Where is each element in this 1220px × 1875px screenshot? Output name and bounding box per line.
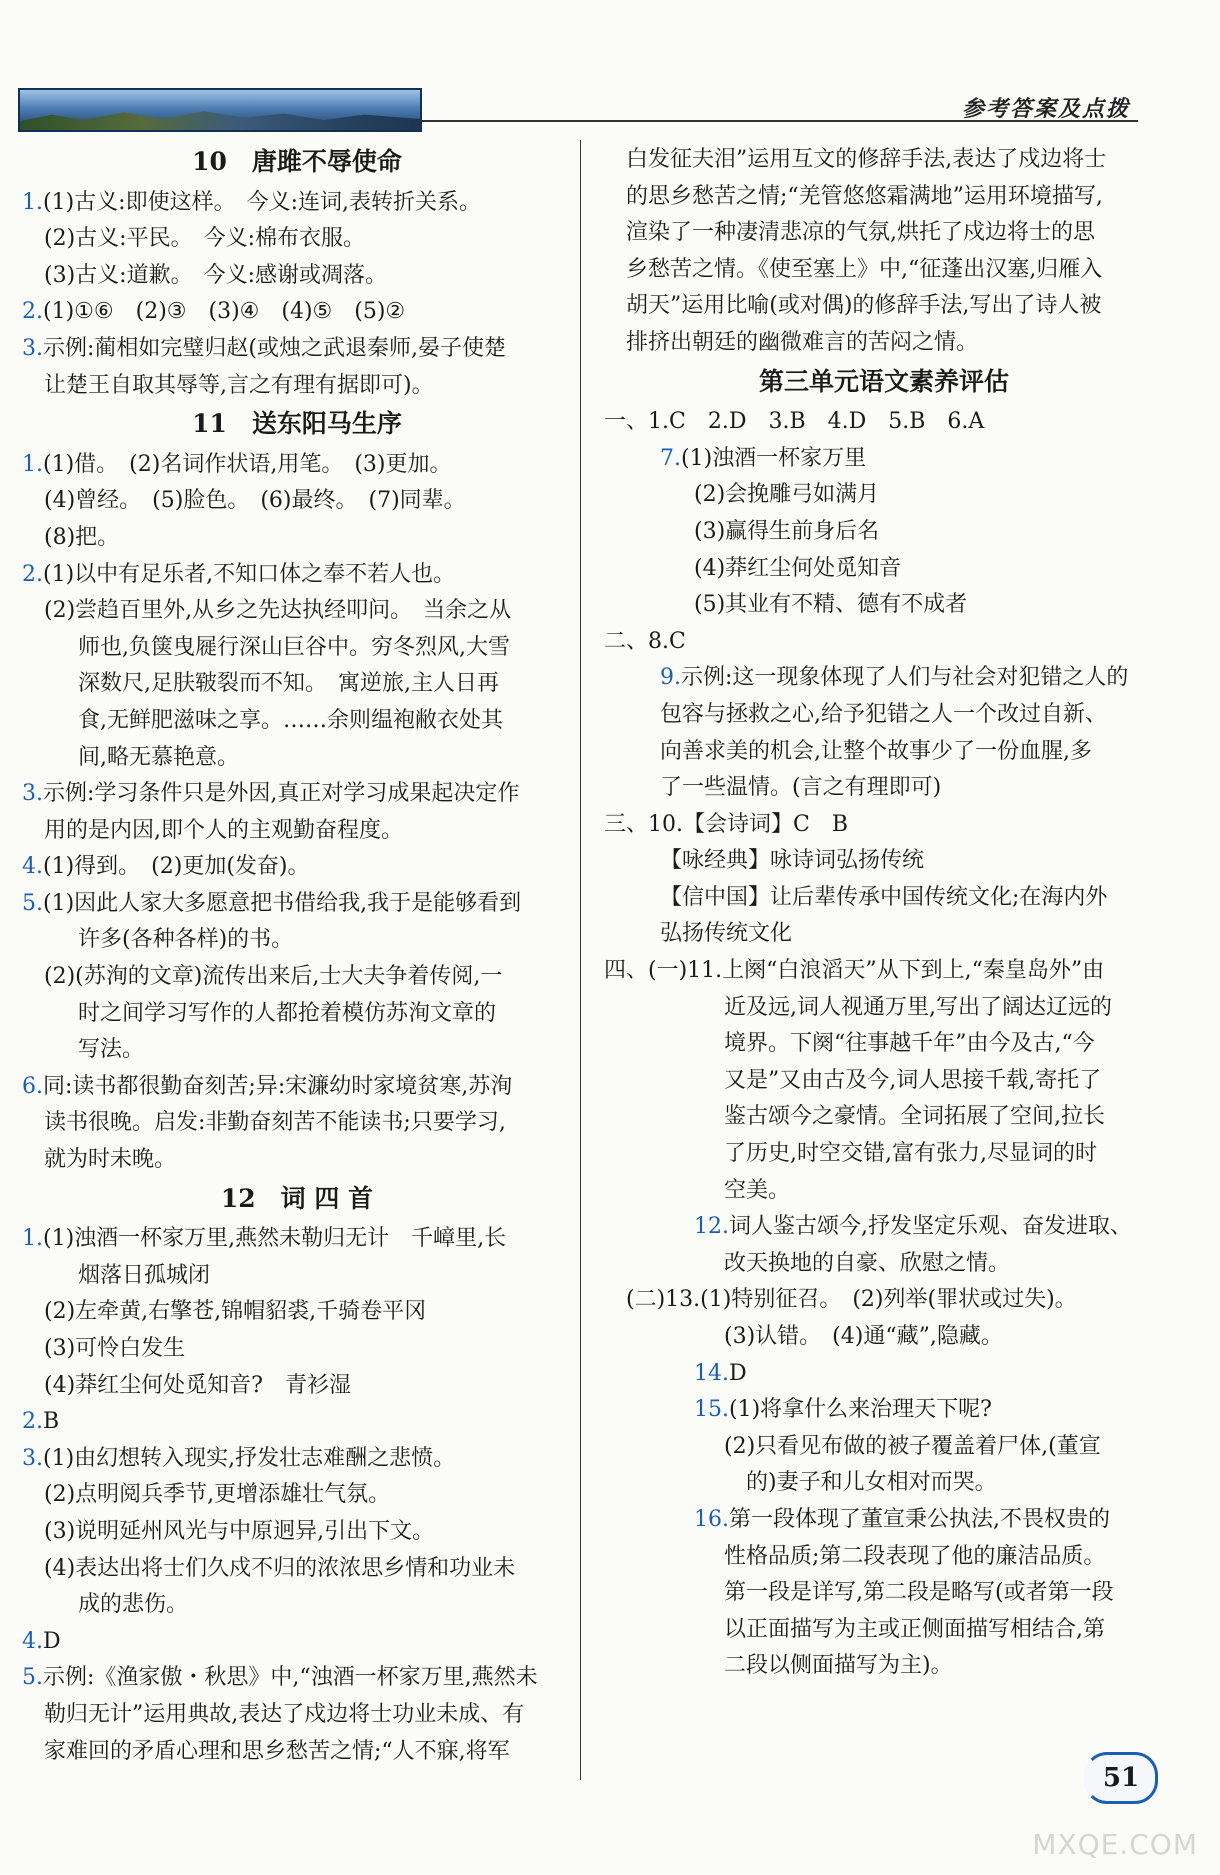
answer-text: 【咏经典】咏诗词弘扬传统	[660, 848, 925, 874]
answer-text: 的思乡愁苦之情;“羌管悠悠霜满地”运用环境描写,	[626, 183, 1103, 209]
answer-text: 鉴古颂今之豪情。全词拓展了空间,拉长	[724, 1104, 1105, 1130]
answer-text: (1)古义:即使这样。 今义:连词,表转折关系。	[43, 189, 481, 215]
question-number: 15.	[694, 1397, 729, 1423]
answer-line	[604, 880, 1164, 917]
section-heading: 第三单元语文素养评估	[758, 366, 1009, 396]
question-number: 16.	[694, 1506, 729, 1532]
answer-line	[604, 551, 1164, 588]
answer-text: 示例:这一现象体现了人们与社会对犯错之人的	[681, 665, 1129, 691]
answer-line	[604, 1319, 1164, 1356]
answer-text: 烟落日孤城闭	[78, 1262, 211, 1288]
question-number: 4.	[22, 854, 43, 880]
answer-line	[604, 179, 1164, 216]
answer-line	[604, 1099, 1164, 1136]
answer-line	[604, 477, 1164, 514]
answer-line	[604, 953, 1164, 990]
question-number: 14.	[694, 1360, 729, 1386]
answer-text: 胡天”运用比喻(或对偶)的修辞手法,写出了诗人被	[626, 293, 1102, 319]
answer-line	[22, 849, 572, 886]
answer-text: (4)曾经。 (5)脸色。 (6)最终。 (7)同辈。	[44, 488, 466, 514]
answer-text: (3)认错。 (4)通“藏”,隐藏。	[724, 1324, 1003, 1349]
answer-line	[22, 520, 572, 557]
answer-line	[22, 1032, 572, 1069]
answer-line	[22, 1294, 572, 1331]
answer-line	[22, 593, 572, 630]
answer-text: (3)赢得生前身后名	[694, 518, 880, 544]
answer-line	[22, 447, 572, 484]
answer-line	[22, 1105, 572, 1142]
answer-text: (2)尝趋百里外,从乡之先达执经叩问。 当余之从	[44, 598, 512, 624]
answer-text: 成的悲伤。	[78, 1592, 189, 1618]
answer-text: 间,略无慕艳意。	[78, 744, 239, 770]
answer-line	[604, 734, 1164, 771]
answer-line	[22, 1624, 572, 1661]
answer-line	[22, 1587, 572, 1624]
answer-text: (5)其业有不精、德有不成者	[694, 592, 968, 618]
answer-text: 就为时未晚。	[44, 1147, 177, 1173]
column-divider	[580, 140, 581, 1780]
answer-text: 【信中国】让后辈传承中国传统文化;在海内外	[660, 884, 1108, 910]
answer-text: (4)莽红尘何处觅知音? 青衫湿	[44, 1372, 351, 1398]
answer-text: D	[729, 1360, 747, 1386]
answer-text: D	[43, 1628, 61, 1654]
answer-line	[22, 922, 572, 959]
section-heading: 12 词 四 首	[220, 1183, 374, 1213]
answer-text: 二段以侧面描写为主)。	[724, 1653, 953, 1679]
answer-line	[22, 1551, 572, 1588]
answer-line	[22, 483, 572, 520]
page-number: 51	[1084, 1752, 1158, 1804]
answer-text: 勒归无计”运用典故,表达了戍边将士功业未成、有	[44, 1701, 525, 1727]
answer-text: (1)借。 (2)名词作状语,用笔。 (3)更加。	[43, 451, 452, 477]
answer-text: 食,无鲜肥滋味之享。……余则缊袍敝衣处其	[78, 707, 503, 733]
answer-text: 写法。	[78, 1037, 145, 1063]
question-number: 5.	[22, 890, 43, 916]
answer-line	[604, 1173, 1164, 1210]
answer-line	[22, 1258, 572, 1295]
answer-line	[22, 1221, 572, 1258]
question-number: 1.	[22, 451, 43, 477]
answer-text: (3)古义:道歉。 今义:感谢或凋落。	[44, 262, 387, 288]
answer-line	[604, 1648, 1164, 1685]
answer-text: 改天换地的自豪、欣慰之情。	[724, 1250, 1011, 1276]
answer-text: 的)妻子和儿女相对而哭。	[724, 1470, 997, 1496]
answer-line	[604, 252, 1164, 289]
answer-text: (1)浊酒一杯家万里	[681, 445, 867, 471]
answer-line	[22, 1404, 572, 1441]
answer-text: 境界。下阕“往事越千年”由今及古,“今	[724, 1031, 1095, 1057]
answer-line	[22, 1514, 572, 1551]
answer-text: 弘扬传统文化	[660, 921, 793, 947]
answer-line	[22, 886, 572, 923]
answer-line	[604, 660, 1164, 697]
answer-line	[22, 294, 572, 331]
answer-text: 以正面描写为主或正侧面描写相结合,第	[724, 1616, 1105, 1642]
answer-text: (8)把。	[44, 524, 120, 550]
answer-text: 用的是内因,即个人的主观勤奋程度。	[44, 817, 403, 843]
answer-text: 白发征夫泪”运用互文的修辞手法,表达了戍边将士	[626, 147, 1107, 172]
answer-line	[604, 404, 1164, 441]
question-number: 3.	[22, 781, 43, 807]
answer-text: 示例:《渔家傲・秋思》中,“浊酒一杯家万里,燕然未	[43, 1665, 538, 1691]
question-number: 3.	[22, 1445, 43, 1471]
question-number: 1.	[22, 1226, 43, 1252]
answer-text: (1)因此人家大多愿意把书借给我,我于是能够看到	[43, 890, 522, 916]
answer-line	[604, 1612, 1164, 1649]
answer-line	[22, 630, 572, 667]
answer-line	[604, 697, 1164, 734]
answer-line	[22, 221, 572, 258]
answer-line	[604, 587, 1164, 624]
question-number: 1.	[22, 189, 43, 215]
answer-line	[22, 813, 572, 850]
answer-line	[22, 996, 572, 1033]
answer-text: (2)点明阅兵季节,更增添雄壮气氛。	[44, 1482, 391, 1508]
answer-text: (3)可怜白发生	[44, 1336, 186, 1361]
answer-line	[604, 1356, 1164, 1393]
answer-line	[604, 916, 1164, 953]
answer-text: 词人鉴古颂今,抒发坚定乐观、奋发进取、	[729, 1214, 1132, 1240]
page-header-title: 参考答案及点拨	[961, 96, 1130, 122]
answer-text: 向善求美的机会,让整个故事少了一份血腥,多	[660, 738, 1092, 764]
answer-line	[22, 959, 572, 996]
answer-line	[22, 368, 572, 405]
answer-line	[22, 740, 572, 777]
answer-line	[604, 624, 1164, 661]
answer-text: (1)浊酒一杯家万里,燕然未勒归无计 千嶂里,长	[43, 1226, 507, 1252]
answer-line	[604, 325, 1164, 362]
answer-line	[604, 1209, 1164, 1246]
question-number: 12.	[694, 1214, 729, 1240]
watermark: MXQE.COM	[1032, 1828, 1198, 1861]
answer-text: 渲染了一种凄清悲凉的气氛,烘托了戍边将士的思	[626, 220, 1095, 246]
answer-text: (2)左牵黄,右擎苍,锦帽貂裘,千骑卷平冈	[44, 1299, 427, 1325]
answer-line	[604, 843, 1164, 880]
answer-text: 第一段体现了董宣秉公执法,不畏权贵的	[729, 1506, 1110, 1532]
answer-text: 第一段是详写,第二段是略写(或者第一段	[724, 1580, 1114, 1606]
mountain-scenery	[20, 108, 420, 130]
answer-line	[22, 1441, 572, 1478]
answer-line	[22, 703, 572, 740]
answer-text: 二、8.C	[604, 628, 686, 654]
answer-text: 师也,负箧曳屣行深山巨谷中。穷冬烈风,大雪	[78, 634, 510, 660]
answer-line	[22, 1368, 572, 1405]
answer-line	[604, 1026, 1164, 1063]
answer-line	[22, 1697, 572, 1734]
answer-text: (1)将拿什么来治理天下呢?	[729, 1397, 992, 1423]
header-banner-image	[18, 88, 422, 132]
answer-text: 又是”又由古及今,词人思接千载,寄托了	[724, 1067, 1102, 1093]
question-number: 4.	[22, 1628, 43, 1654]
answer-text: 深数尺,足肤皲裂而不知。 寓逆旅,主人日再	[78, 671, 499, 697]
question-number: 2.	[22, 299, 43, 325]
answer-text: 了历史,时空交错,富有张力,尽显词的时	[724, 1141, 1097, 1167]
answer-line	[604, 1502, 1164, 1539]
answer-text: 读书很晚。启发:非勤奋刻苦不能读书;只要学习,	[44, 1110, 506, 1136]
answer-line	[604, 514, 1164, 551]
right-column	[604, 142, 1164, 1685]
answer-line	[22, 776, 572, 813]
answer-line	[22, 258, 572, 295]
answer-text: B	[43, 1409, 60, 1435]
answer-text: (2)只看见布做的被子覆盖着尸体,(董宣	[724, 1433, 1101, 1459]
answer-text: 乡愁苦之情。《使至塞上》中,“征蓬出汉塞,归雁入	[626, 256, 1103, 282]
answer-text: (1)得到。 (2)更加(发奋)。	[43, 854, 310, 880]
answer-text: 包容与拯救之心,给予犯错之人一个改过自新、	[660, 701, 1107, 727]
answer-line	[22, 1477, 572, 1514]
answer-line	[604, 1429, 1164, 1466]
answer-text: 同:读书都很勤奋刻苦;异:宋濂幼时家境贫寒,苏洵	[43, 1073, 513, 1099]
answer-text: (2)古义:平民。 今义:棉布衣服。	[44, 226, 365, 252]
answer-text: (1)由幻想转入现实,抒发壮志难酬之悲愤。	[43, 1445, 456, 1471]
answer-text: (二)13.(1)特别征召。 (2)列举(罪状或过失)。	[626, 1287, 1077, 1313]
answer-text: 许多(各种各样)的书。	[78, 927, 294, 953]
answer-line	[604, 1282, 1164, 1319]
question-number: 2.	[22, 1409, 43, 1435]
question-number: 5.	[22, 1665, 43, 1691]
answer-line	[604, 1136, 1164, 1173]
answer-text: 示例:学习条件只是外因,真正对学习成果起决定作	[43, 781, 520, 807]
answer-text: 时之间学习写作的人都抢着模仿苏洵文章的	[78, 1000, 497, 1026]
answer-text: (1)①⑥ (2)③ (3)④ (4)⑤ (5)②	[43, 299, 406, 325]
answer-line	[22, 1660, 572, 1697]
section-heading: 10 唐雎不辱使命	[192, 147, 402, 176]
question-number: 6.	[22, 1073, 43, 1099]
answer-text: 让楚王自取其辱等,言之有理有据即可)。	[44, 372, 434, 398]
answer-line	[604, 1063, 1164, 1100]
question-number: 3.	[22, 335, 43, 361]
answer-line	[604, 1575, 1164, 1612]
answer-line	[604, 807, 1164, 844]
answer-text: 近及远,词人视通万里,写出了阔达辽远的	[724, 994, 1112, 1020]
answer-line	[22, 666, 572, 703]
answer-text: 了一些温情。(言之有理即可)	[660, 775, 942, 801]
answer-text: (3)说明延州风光与中原迥异,引出下文。	[44, 1518, 435, 1544]
answer-line	[604, 1392, 1164, 1429]
left-column	[22, 142, 572, 1770]
answer-line	[604, 990, 1164, 1027]
answer-text: (4)表达出将士们久戍不归的浓浓思乡情和功业未	[44, 1555, 516, 1581]
answer-line	[604, 142, 1164, 179]
answer-text: (4)莽红尘何处觅知音	[694, 555, 902, 581]
answer-line	[604, 441, 1164, 478]
answer-text: 空美。	[724, 1177, 791, 1203]
answer-line	[604, 1246, 1164, 1283]
answer-line	[22, 185, 572, 222]
answer-line	[22, 1734, 572, 1771]
answer-line	[604, 1465, 1164, 1502]
answer-text: (2)会挽雕弓如满月	[694, 482, 880, 508]
answer-text: 示例:蔺相如完璧归赵(或烛之武退秦师,晏子使楚	[43, 335, 506, 361]
answer-line	[604, 1539, 1164, 1576]
answer-text: (2)(苏洵的文章)流传出来后,士大夫争着传阅,一	[44, 964, 503, 990]
answer-text: 一、1.C 2.D 3.B 4.D 5.B 6.A	[604, 409, 985, 435]
answer-line	[22, 1069, 572, 1106]
answer-line	[22, 1331, 572, 1368]
answer-text: 性格品质;第二段表现了他的廉洁品质。	[724, 1543, 1106, 1569]
answer-text: 排挤出朝廷的幽微难言的苦闷之情。	[626, 329, 979, 355]
question-number: 9.	[660, 665, 681, 691]
answer-line	[604, 215, 1164, 252]
answer-line	[604, 770, 1164, 807]
answer-line	[604, 288, 1164, 325]
answer-line	[22, 1142, 572, 1179]
answer-line	[22, 331, 572, 368]
section-heading: 11 送东阳马生序	[192, 409, 402, 439]
question-number: 2.	[22, 561, 43, 587]
answer-line	[22, 557, 572, 594]
answer-text: (1)以中有足乐者,不知口体之奉不若人也。	[43, 561, 456, 587]
question-number: 7.	[660, 445, 681, 471]
answer-text: 三、10.【会诗词】C B	[604, 811, 848, 837]
answer-text: 家难回的矛盾心理和思乡愁苦之情;“人不寐,将军	[44, 1738, 510, 1764]
answer-text: 四、(一)11.上阕“白浪滔天”从下到上,“秦皇岛外”由	[604, 958, 1105, 984]
